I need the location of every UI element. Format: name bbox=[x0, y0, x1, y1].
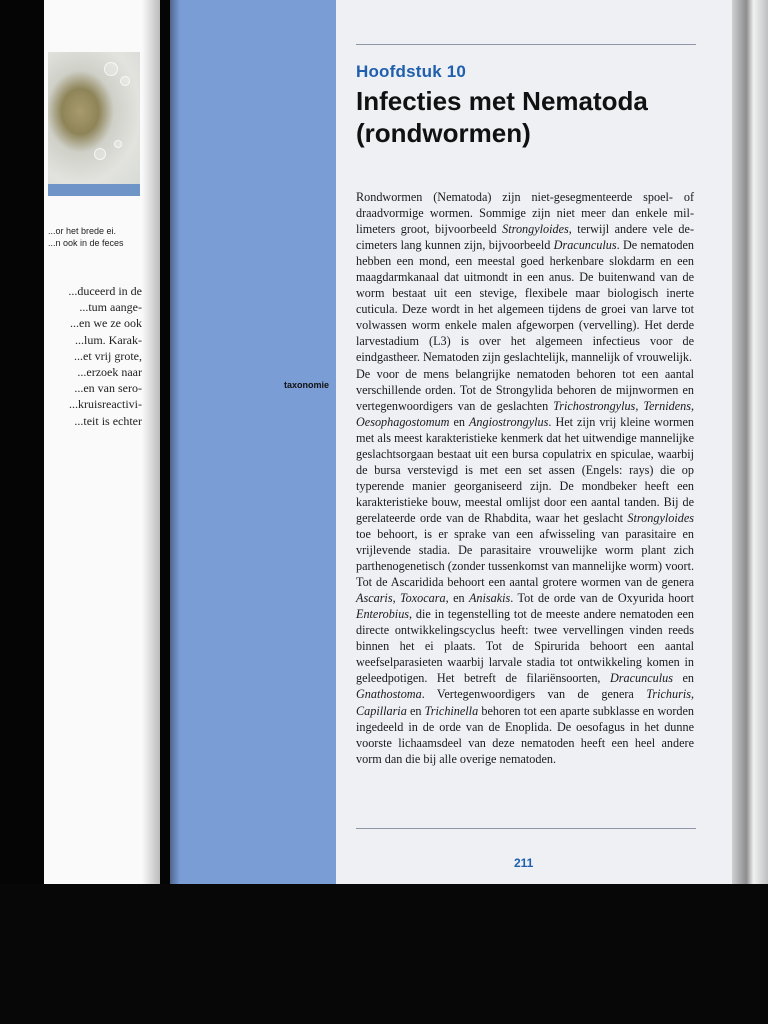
caption-line: ...or het brede ei. bbox=[48, 226, 117, 236]
paragraph-taxonomie: De voor de mens belangrijke nematoden behoren tot een aantal verschillende orden. Tot de Strongylida behoren de mijnwormen en vertegenwoordigers van de geslachten Trichostrongylus, Ternidens, Oesophagostomum en Angiostrongylus. Het zijn vrij kleine wormen met als meest karakteristieke kenmerk dat het uitwendige mannelijke geslachtsorgaan bestaat uit een bursa copulatrix en spiculae, waarbij de bursa verstevigd is met een set assen (Engels: rays) die op typerende manier georganiseerd zijn. De mondbeker heeft een karakteristieke bouw, meestal omlijst door een aantal tanden. Bij de gerelateerde orde van de Rhabdita, waar het geslacht Strongyloides toe behoort, is er sprake van een afwisseling van parasitaire en vrijlevende stadia. De parasitaire vrouwelijke worm plant zich parthenogenetisch (zonder tussenkomst van mannelijke worm) voort. Tot de Ascaridida behoort een aantal grotere wormen van de genera Ascaris, Toxocara, en Anisakis. Tot de orde van de Oxyurida hoort Enterobius, die in tegenstelling tot de meeste andere nematoden een directe ontwikkelingscyclus heeft: twee vervellingen vinden reeds binnen het ei plaats. Tot de Spirurida behoort een aantal weefselparasieten waarbij larvale stadia tot ontwikkeling komen in geleedpotigen. Het betreft de filariënsoorten, Dracunculus en Gnathostoma. Vertegenwoordigers van de genera Trichuris, Capillaria en Trichinella behoren tot een aparte subklasse en worden ingedeeld in de orde van de Enoplida. De oesofagus in het dunne voorste lichaamsdeel van deze nematoden heeft een heel andere vorm dan die bij alle overige nematoden. bbox=[356, 366, 694, 766]
page-number: 211 bbox=[514, 856, 534, 870]
text-line: ...kruisreactivi- bbox=[69, 397, 142, 412]
margin-label-taxonomie: taxonomie bbox=[284, 380, 330, 390]
header-rule bbox=[356, 44, 696, 45]
background-shadow bbox=[0, 884, 768, 1024]
chapter-title bbox=[356, 85, 716, 149]
current-page bbox=[170, 0, 732, 888]
text-line: ...en we ze ook bbox=[70, 316, 142, 331]
margin-column bbox=[170, 0, 336, 888]
microscope-photo bbox=[48, 52, 140, 184]
caption-line: ...n ook in de feces bbox=[48, 238, 124, 248]
paragraph-intro: Rondwormen (Nematoda) zijn niet-gesegmenteerde spoel- of draadvormige wormen. Sommige zijn niet meer dan enkele millimeters groot, bijvoorbeeld Strongyloides, terwijl andere vele decimeters lang kunnen zijn, bijvoorbeeld Dracunculus. De nematoden hebben een mond, een meestal goed herkenbare slokdarm en een maagdarmkanaal dat uitmondt in een anus. De buitenwand van de worm bestaat uit een stevige, flexibele maar biologisch inerte cuticula. Deze wordt in het algemeen tijdens de groei van larve tot volwassen worm enkele malen afgeworpen (vervelling). Het derde larvestadium (L3) is over het algemeen infectieus voor de eindgastheer. Nematoden zijn geslachtelijk, mannelijk of vrouwelijk. bbox=[356, 190, 694, 365]
chapter-title-line: (rondwormen) bbox=[356, 118, 531, 148]
text-line: ...lum. Karak- bbox=[75, 332, 142, 347]
chapter-label: Hoofdstuk 10 bbox=[356, 62, 467, 81]
text-line: ...erzoek naar bbox=[77, 365, 142, 380]
footer-rule bbox=[356, 828, 696, 829]
previous-page-text bbox=[48, 283, 142, 429]
chapter-title-line: Infecties met Nematoda bbox=[356, 86, 648, 116]
text-line: ...teit is echter bbox=[74, 413, 142, 428]
previous-page bbox=[44, 0, 160, 884]
chapter-body bbox=[356, 189, 694, 767]
text-line: ...tum aange- bbox=[79, 300, 142, 315]
text-line: ...et vrij grote, bbox=[74, 348, 142, 363]
text-line: ...duceerd in de bbox=[68, 284, 142, 298]
photo-caption-band bbox=[48, 184, 140, 196]
page-edges bbox=[732, 0, 768, 884]
gutter-shadow bbox=[142, 0, 160, 884]
text-line: ...en van sero- bbox=[74, 381, 142, 396]
photo-caption bbox=[48, 225, 142, 249]
spine-shadow bbox=[170, 0, 180, 888]
